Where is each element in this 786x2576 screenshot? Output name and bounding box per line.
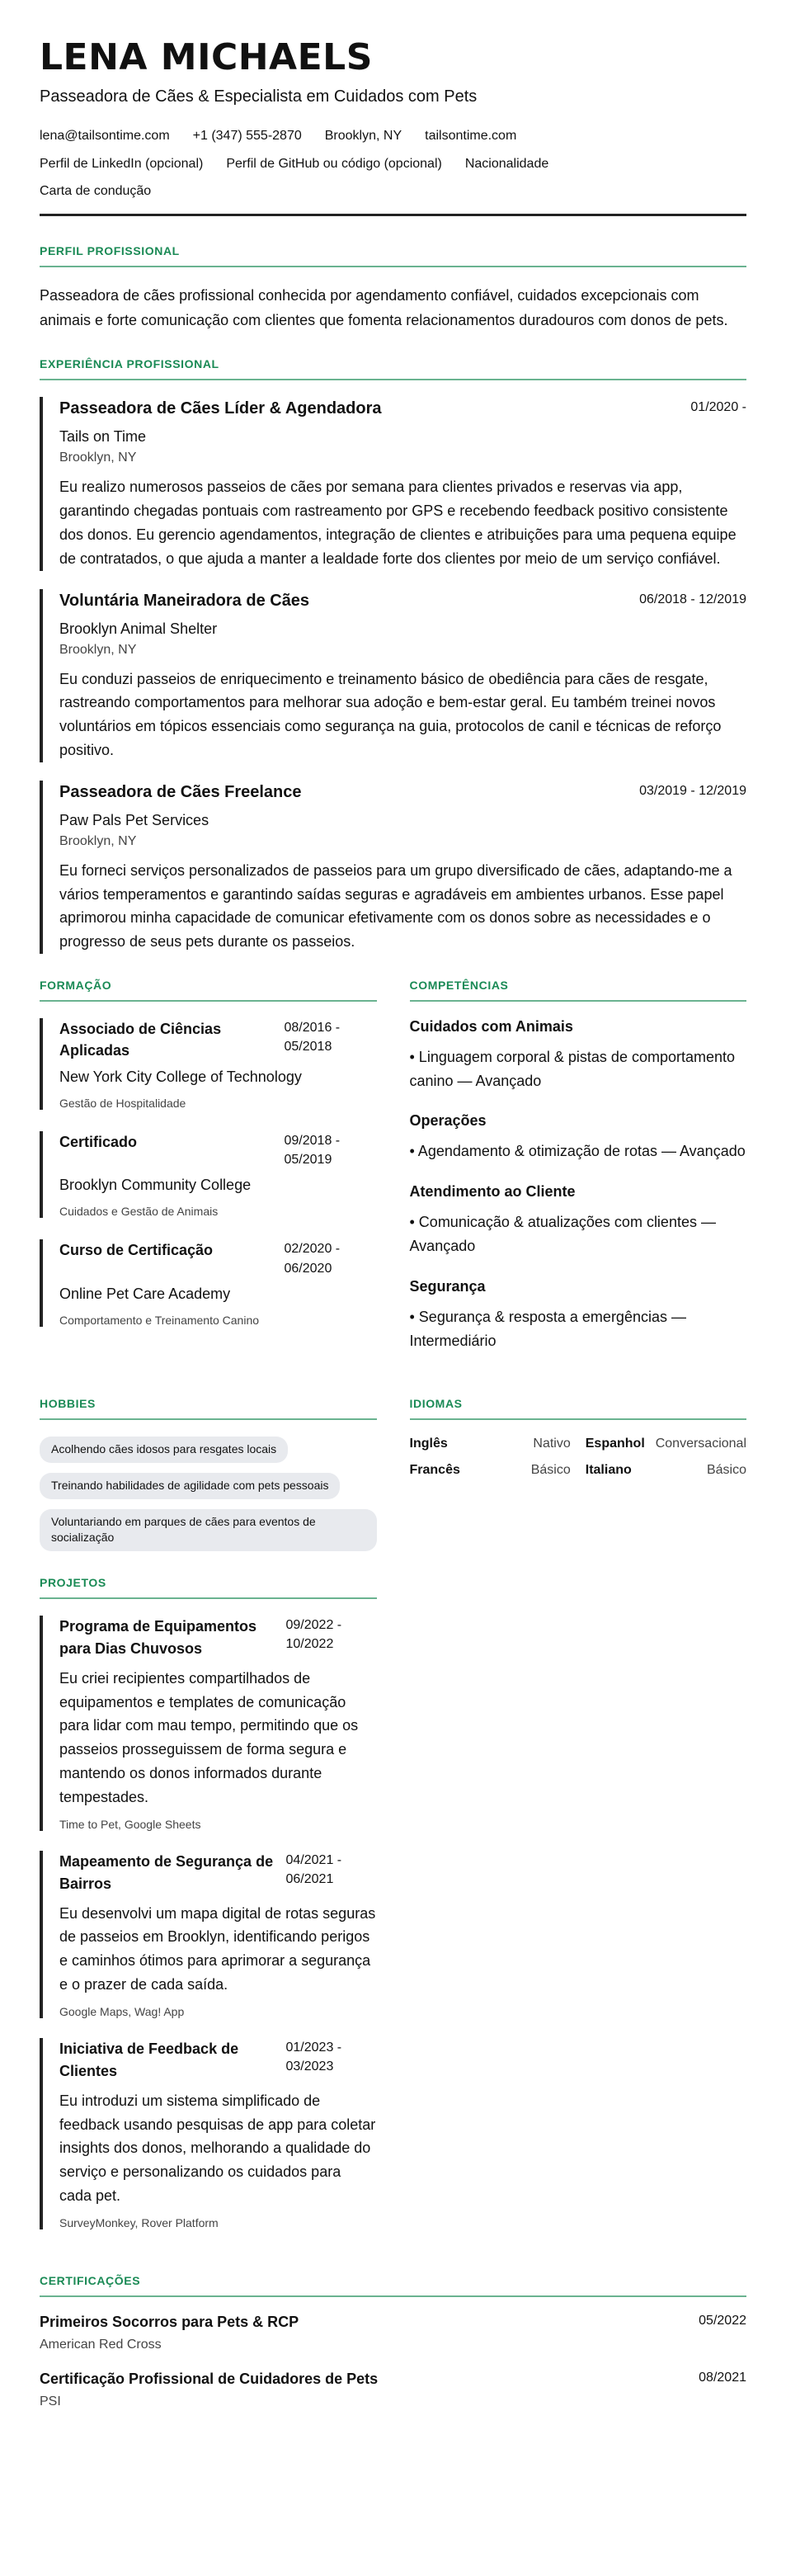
education-entry [40, 1239, 377, 1326]
certification-date: 08/2021 [699, 2370, 746, 2385]
education-date: 02/2020 - 06/2020 [284, 1242, 341, 1276]
hobby-list [40, 1437, 377, 1550]
project-tools: SurveyMonkey, Rover Platform [59, 2215, 219, 2229]
degree: Certificado [59, 1134, 138, 1151]
education-date: 08/2016 - 05/2018 [284, 1020, 341, 1054]
field-of-study: Comportamento e Treinamento Canino [59, 1313, 260, 1327]
project-description: Eu criei recipientes compartilhados de equipamentos e templates de comunicação para lidar com mau tempo, permitindo que os passeios prosseguissem de forma segura e mantendo os donos informados durante tempestades. [59, 1669, 359, 1805]
phone-number[interactable]: +1 (347) 555-2870 [192, 129, 302, 144]
skills-section [410, 979, 747, 1373]
github-link[interactable]: Perfil de GitHub ou código (opcional) [226, 156, 442, 171]
school-name: New York City College of Technology [59, 1069, 302, 1086]
languages-section [410, 1397, 747, 1550]
education-entry [40, 1131, 377, 1218]
job-title: Voluntária Maneiradora de Cães [59, 591, 310, 610]
hobby-tag: Treinando habilidades de agilidade com pets pessoais [40, 1473, 340, 1499]
skill-group [410, 1278, 747, 1353]
employer-name: Brooklyn Animal Shelter [59, 620, 218, 637]
job-date: 03/2019 - 12/2019 [639, 783, 746, 798]
section-title: HOBBIES [40, 1397, 96, 1411]
school-name: Online Pet Care Academy [59, 1285, 231, 1302]
project-date: 09/2022 - 10/2022 [285, 1617, 342, 1652]
hobby-tag: Acolhendo cães idosos para resgates locais [40, 1437, 288, 1463]
website-link[interactable]: tailsontime.com [425, 129, 517, 144]
certification-entry [40, 2371, 746, 2409]
candidate-subtitle: Passeadora de Cães & Especialista em Cuidados com Pets [40, 87, 478, 106]
skill-item: • Agendamento & otimização de rotas — Avançado [409, 1143, 746, 1160]
employer-name: Paw Pals Pet Services [59, 811, 209, 828]
hobbies-languages-row [40, 1397, 746, 1575]
certifications-section [40, 2274, 746, 2409]
section-title: CERTIFICAÇÕES [40, 2273, 141, 2287]
language-item [586, 1437, 746, 1451]
section-title: IDIOMAS [409, 1397, 463, 1411]
section-divider [40, 379, 746, 380]
job-date: 01/2020 - [690, 400, 746, 415]
drivers-license: Carta de condução [40, 183, 152, 198]
section-divider [40, 2295, 746, 2297]
language-level: Conversacional [655, 1437, 746, 1451]
nationality: Nacionalidade [464, 156, 549, 171]
skill-item: • Segurança & resposta a emergências — Intermediário [409, 1308, 686, 1349]
section-divider [410, 1000, 747, 1002]
skill-category: Atendimento ao Cliente [409, 1183, 576, 1201]
experience-section [40, 357, 746, 954]
certification-date: 05/2022 [699, 2313, 746, 2328]
job-title: Passeadora de Cães Líder & Agendadora [59, 399, 382, 418]
job-description: Eu forneci serviços personalizados de passeios para um grupo diversificado de cães, adaptando-me a vários temperamentos e garantindo saídas seguras e agradáveis em ambientes urbanos. Esse papel aprimorou minha capacidade de comunicar efetivamente com os donos sobre as necessidades e o progresso de seus pets durante os passeios. [59, 861, 732, 951]
location: Brooklyn, NY [324, 129, 402, 144]
header-divider [40, 214, 746, 216]
project-tools: Google Maps, Wag! App [59, 2004, 185, 2018]
skill-item: • Linguagem corporal & pistas de comportamento canino — Avançado [409, 1048, 736, 1089]
project-title: Mapeamento de Segurança de Bairros [59, 1852, 274, 1892]
project-title: Programa de Equipamentos para Dias Chuvosos [59, 1617, 257, 1657]
skill-group [410, 1112, 747, 1163]
skill-category: Operações [409, 1112, 487, 1130]
degree: Associado de Ciências Aplicadas [59, 1020, 222, 1059]
job-title: Passeadora de Cães Freelance [59, 782, 302, 801]
summary-section [40, 244, 746, 333]
projects-right-spacer [410, 1576, 747, 2274]
job-description: Eu conduzi passeios de enriquecimento e treinamento básico de obediência para cães de resgate, rastreando comportamentos para melhorar sua adoção e bem-estar geral. Eu também treinei novos voluntários em tópicos essenciais como segurança na guia, protocolos de canil e técnicas de reforço positivo. [59, 670, 722, 758]
linkedin-link[interactable]: Perfil de LinkedIn (opcional) [40, 156, 204, 171]
project-tools: Time to Pet, Google Sheets [59, 1817, 201, 1831]
education-section [40, 979, 377, 1373]
language-item [586, 1463, 746, 1478]
job-description: Eu realizo numerosos passeios de cães por semana para clientes privados e reservas via app, garantindo chegadas pontuais com rastreamento por GPS e recebendo feedback positivo consistente dos donos. Eu gerencio agendamentos, integração de clientes e atribuições para uma pequena equipe de contratados, o que ajuda a manter a lealdade forte dos clientes por meio de um serviço confiável. [59, 479, 737, 567]
employer-name: Tails on Time [59, 428, 147, 446]
job-location: Brooklyn, NY [59, 451, 137, 465]
project-description: Eu introduzi um sistema simplificado de feedback usando pesquisas de app para coletar insights dos donos, melhorando a qualidade do serviço e personalizando os cuidados para cada pet. [59, 2092, 376, 2204]
hobbies-section [40, 1397, 377, 1550]
skill-item: • Comunicação & atualizações com clientes — Avançado [409, 1214, 716, 1255]
job-location: Brooklyn, NY [59, 642, 137, 657]
degree: Curso de Certificação [59, 1242, 214, 1259]
contact-row [40, 128, 746, 144]
section-divider [40, 266, 746, 267]
job-location: Brooklyn, NY [59, 833, 137, 848]
project-entry [40, 1851, 377, 2018]
language-item [410, 1463, 571, 1478]
education-entry [40, 1018, 377, 1110]
language-list [410, 1437, 747, 1478]
experience-entry [40, 589, 746, 762]
project-title: Iniciativa de Feedback de Clientes [59, 2040, 239, 2079]
field-of-study: Cuidados e Gestão de Animais [59, 1205, 219, 1219]
project-description: Eu desenvolvi um mapa digital de rotas seguras de passeios em Brooklyn, identificando perigos e caminhos ótimos para aprimorar a segurança e o prazer de cada saída. [59, 1904, 376, 1993]
certification-name: Certificação Profissional de Cuidadores de Pets [40, 2370, 379, 2387]
project-entry [40, 2038, 377, 2229]
language-level: Básico [706, 1463, 746, 1478]
field-of-study: Gestão de Hospitalidade [59, 1097, 186, 1111]
section-divider [40, 1597, 377, 1599]
education-skills-row [40, 979, 746, 1398]
language-level: Nativo [533, 1437, 571, 1451]
section-title: COMPETÊNCIAS [409, 978, 509, 992]
experience-entry [40, 781, 746, 954]
email-link[interactable]: lena@tailsontime.com [40, 129, 170, 144]
hobby-tag: Voluntariando em parques de cães para eventos de socialização [40, 1509, 377, 1551]
section-title: PROJETOS [40, 1575, 106, 1589]
contact-row [40, 156, 746, 172]
contact-row [40, 183, 746, 199]
projects-section [40, 1576, 377, 2249]
skill-category: Segurança [409, 1277, 486, 1295]
certification-issuer: PSI [40, 2394, 61, 2409]
certification-name: Primeiros Socorros para Pets & RCP [40, 2313, 299, 2330]
experience-entry [40, 397, 746, 570]
section-divider [40, 1000, 377, 1002]
skill-group [410, 1183, 747, 1258]
contact-info [40, 128, 746, 199]
skill-group [410, 1018, 747, 1093]
language-name: Italiano [585, 1463, 632, 1478]
language-name: Espanhol [585, 1437, 645, 1451]
section-title: FORMAÇÃO [40, 978, 112, 992]
language-name: Francês [409, 1463, 460, 1478]
projects-row [40, 1576, 746, 2274]
project-date: 01/2023 - 03/2023 [285, 2040, 342, 2074]
language-item [410, 1437, 571, 1451]
language-level: Básico [530, 1463, 571, 1478]
job-date: 06/2018 - 12/2019 [639, 592, 746, 606]
summary-text: Passeadora de cães profissional conhecida por agendamento confiável, cuidados excepcionais com animais e forte comunicação com clientes que fomenta relacionamentos duradouros com donos de pets. [40, 286, 728, 328]
school-name: Brooklyn Community College [59, 1177, 252, 1194]
education-date: 09/2018 - 05/2019 [284, 1134, 341, 1168]
section-divider [40, 1418, 377, 1420]
section-title: EXPERIÊNCIA PROFISSIONAL [40, 357, 219, 371]
certification-issuer: American Red Cross [40, 2337, 162, 2352]
project-date: 04/2021 - 06/2021 [285, 1852, 342, 1886]
candidate-name: LENA MICHAELS [40, 36, 373, 78]
certification-entry [40, 2314, 746, 2352]
language-name: Inglês [409, 1437, 448, 1451]
section-title: PERFIL PROFISSIONAL [40, 243, 180, 257]
skill-category: Cuidados com Animais [409, 1017, 573, 1035]
resume-header [40, 38, 746, 199]
project-entry [40, 1616, 377, 1831]
section-divider [410, 1418, 747, 1420]
